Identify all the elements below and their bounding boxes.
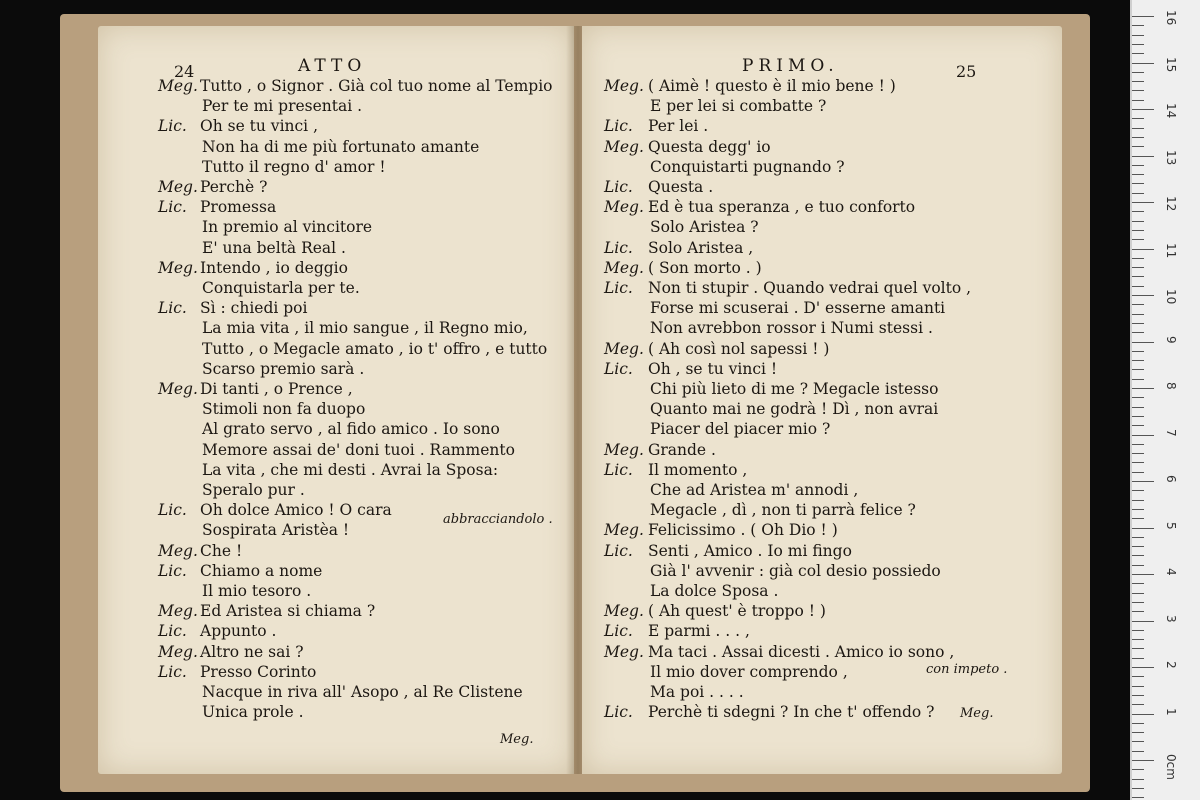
verse-line: Oh se tu vinci , (200, 117, 318, 136)
ruler-minor-tick (1132, 546, 1144, 547)
verse-line: La vita , che mi desti . Avrai la Sposa: (202, 460, 499, 479)
ruler-label: 6 (1164, 475, 1178, 483)
ruler-minor-tick (1132, 453, 1144, 454)
speaker-label: Lic. (158, 198, 187, 217)
ruler-minor-tick (1132, 407, 1144, 408)
verse-line: Unica prole . (202, 703, 304, 722)
verse-line: Non ti stupir . Quando vedrai quel volto , (648, 279, 972, 297)
page-number-right: 25 (956, 62, 977, 81)
speaker-label: Lic. (604, 622, 633, 641)
right-page (582, 26, 1062, 774)
verse-line: Megacle , dì , non ti parrà felice ? (650, 501, 916, 520)
ruler-minor-tick (1132, 686, 1144, 687)
ruler-major-tick (1132, 760, 1154, 761)
ruler-minor-tick (1132, 397, 1144, 398)
ruler-major-tick (1132, 156, 1154, 157)
ruler-minor-tick (1132, 593, 1144, 594)
speaker-label: Meg. (604, 602, 644, 621)
ruler-minor-tick (1132, 304, 1144, 305)
verse-line: Ed Aristea si chiama ? (200, 602, 376, 621)
verse-line: Questa degg' io (648, 137, 771, 156)
ruler-label: 4 (1164, 568, 1178, 576)
catchword-right: Meg. (960, 706, 994, 721)
ruler-label: 12 (1164, 196, 1178, 212)
verse-line: Senti , Amico . Io mi fingo (648, 541, 852, 560)
verse-line: Ma poi . . . . (650, 683, 744, 701)
speaker-label: Lic. (158, 662, 187, 681)
speaker-label: Lic. (158, 501, 187, 520)
speaker-label: Lic. (604, 238, 633, 257)
ruler-major-tick (1132, 574, 1154, 575)
speaker-label: Meg. (604, 137, 644, 156)
verse-line: Perchè ti sdegni ? In che t' offendo ? (648, 703, 935, 722)
verse-line: Altro ne sai ? (200, 642, 304, 661)
verse-line: Tutto il regno d' amor ! (202, 157, 386, 176)
verse-line: Al grato servo , al fido amico . Io sono (202, 420, 500, 439)
ruler-major-tick (1132, 528, 1154, 529)
verse-line: Nacque in riva all' Asopo , al Re Clistene (202, 683, 523, 701)
speaker-label: Meg. (604, 258, 644, 277)
speaker-label: Meg. (604, 339, 644, 358)
verse-line: Per te mi presentai . (202, 97, 363, 116)
ruler-label: 0cm (1164, 754, 1178, 780)
verse-line: Piacer del piacer mio ? (650, 420, 831, 439)
verse-line: In premio al vincitore (202, 218, 373, 237)
ruler-minor-tick (1132, 779, 1144, 780)
ruler-minor-tick (1132, 25, 1144, 26)
speaker-label: Lic. (604, 541, 633, 560)
ruler-minor-tick (1132, 658, 1144, 659)
ruler-minor-tick (1132, 351, 1144, 352)
ruler-minor-tick (1132, 723, 1144, 724)
ruler-minor-tick (1132, 769, 1144, 770)
verse-line: ( Ah quest' è troppo ! ) (648, 602, 826, 621)
ruler-minor-tick (1132, 323, 1144, 324)
ruler-major-tick (1132, 202, 1154, 203)
verse-line: Che ad Aristea m' annodi , (650, 481, 859, 499)
verse-line: ( Aimè ! questo è il mio bene ! ) (648, 77, 896, 95)
speaker-label: Meg. (158, 178, 198, 196)
verse-line: Felicissimo . ( Oh Dio ! ) (648, 521, 838, 540)
ruler-minor-tick (1132, 602, 1144, 603)
speaker-label: Meg. (158, 258, 198, 277)
ruler-label: 13 (1164, 149, 1178, 165)
verse-line: Solo Aristea ? (650, 218, 759, 237)
ruler-minor-tick (1132, 230, 1144, 231)
ruler-minor-tick (1132, 118, 1144, 119)
ruler-minor-tick (1132, 509, 1144, 510)
ruler-minor-tick (1132, 425, 1144, 426)
verse-line: Speralo pur . (202, 481, 305, 499)
verse-line: La mia vita , il mio sangue , il Regno mio, (202, 319, 528, 338)
ruler-minor-tick (1132, 751, 1144, 752)
verse-line: Ed è tua speranza , e tuo conforto (648, 198, 916, 217)
verse-line: Sospirata Aristèa ! (202, 521, 350, 540)
ruler-minor-tick (1132, 360, 1144, 361)
verse-line: Il momento , (648, 460, 748, 479)
speaker-label: Meg. (604, 198, 644, 217)
verse-line: E' una beltà Real . (202, 238, 346, 257)
speaker-label: Meg. (604, 521, 644, 540)
speaker-label: Lic. (604, 279, 633, 297)
ruler-minor-tick (1132, 788, 1144, 789)
ruler-minor-tick (1132, 676, 1144, 677)
speaker-label: Lic. (158, 561, 187, 580)
ruler-minor-tick (1132, 444, 1144, 445)
verse-line: Scarso premio sarà . (202, 359, 365, 378)
ruler-minor-tick (1132, 704, 1144, 705)
ruler-minor-tick (1132, 639, 1144, 640)
ruler-minor-tick (1132, 193, 1144, 194)
verse-line: ( Ah così nol sapessi ! ) (648, 339, 830, 358)
verse-line: Ma taci . Assai dicesti . Amico io sono , (648, 642, 955, 661)
ruler-minor-tick (1132, 797, 1144, 798)
ruler-major-tick (1132, 295, 1154, 296)
ruler-minor-tick (1132, 258, 1144, 259)
speaker-label: Meg. (158, 77, 198, 95)
ruler-minor-tick (1132, 165, 1144, 166)
ruler-minor-tick (1132, 583, 1144, 584)
ruler-minor-tick (1132, 472, 1144, 473)
ruler-minor-tick (1132, 611, 1144, 612)
speaker-label: Meg. (158, 602, 198, 621)
ruler-minor-tick (1132, 35, 1144, 36)
ruler-label: 15 (1164, 56, 1178, 72)
ruler-minor-tick (1132, 72, 1144, 73)
running-header-right: PRIMO. (742, 56, 839, 76)
verse-line: Sì : chiedi poi (200, 299, 308, 318)
ruler-major-tick (1132, 16, 1154, 17)
ruler-major-tick (1132, 249, 1154, 250)
ruler-major-tick (1132, 621, 1154, 622)
ruler-label: 3 (1164, 614, 1178, 623)
speaker-label: Lic. (604, 178, 633, 196)
verse-line: Per lei . (648, 117, 709, 136)
ruler-label: 8 (1164, 382, 1178, 390)
verse-line: Chiamo a nome (200, 561, 323, 580)
verse-line: Il mio tesoro . (202, 582, 312, 600)
speaker-label: Lic. (158, 299, 187, 318)
speaker-label: Lic. (604, 359, 633, 378)
ruler-minor-tick (1132, 239, 1144, 240)
page-number-left: 24 (174, 62, 195, 81)
verse-line: Appunto . (200, 622, 277, 641)
ruler-label: 7 (1164, 428, 1178, 437)
ruler-major-tick (1132, 481, 1154, 482)
ruler-label: 11 (1164, 242, 1178, 258)
ruler-minor-tick (1132, 537, 1144, 538)
ruler-minor-tick (1132, 276, 1144, 277)
verse-line: Presso Corinto (200, 662, 317, 681)
verse-line: ( Son morto . ) (648, 258, 762, 277)
ruler-major-tick (1132, 63, 1154, 64)
ruler-minor-tick (1132, 462, 1144, 463)
speaker-label: Meg. (158, 380, 198, 398)
ruler-minor-tick (1132, 332, 1144, 333)
verse-line: E parmi . . . , (648, 622, 750, 641)
verse-line: Oh dolce Amico ! O cara (200, 501, 392, 520)
ruler-minor-tick (1132, 100, 1144, 101)
ruler-minor-tick (1132, 379, 1144, 380)
speaker-label: Lic. (604, 703, 633, 722)
ruler-minor-tick (1132, 500, 1144, 501)
ruler-minor-tick (1132, 44, 1144, 45)
ruler-major-tick (1132, 109, 1154, 110)
ruler-minor-tick (1132, 695, 1144, 696)
ruler-minor-tick (1132, 741, 1144, 742)
verse-line: Oh , se tu vinci ! (648, 359, 778, 378)
ruler-major-tick (1132, 388, 1154, 389)
ruler-label: 14 (1164, 103, 1178, 119)
ruler-minor-tick (1132, 416, 1144, 417)
speaker-label: Meg. (158, 642, 198, 661)
ruler-major-tick (1132, 714, 1154, 715)
speaker-label: Lic. (604, 460, 633, 479)
ruler-minor-tick (1132, 648, 1144, 649)
ruler-minor-tick (1132, 81, 1144, 82)
verse-line: Solo Aristea , (648, 238, 754, 257)
ruler-minor-tick (1132, 286, 1144, 287)
ruler-minor-tick (1132, 490, 1144, 491)
verse-line: Tutto , o Megacle amato , io t' offro , e tutto (202, 339, 548, 358)
speaker-label: Meg. (604, 440, 644, 459)
verse-line: Memore assai de' doni tuoi . Rammento (202, 440, 515, 459)
ruler-label: 1 (1164, 707, 1178, 716)
speaker-label: Meg. (158, 541, 198, 560)
verse-line: Non avrebbon rossor i Numi stessi . (650, 319, 933, 338)
speaker-label: Meg. (604, 642, 644, 661)
speaker-label: Lic. (158, 117, 187, 136)
ruler-minor-tick (1132, 211, 1144, 212)
ruler-major-tick (1132, 342, 1154, 343)
ruler-minor-tick (1132, 221, 1144, 222)
speaker-label: Meg. (604, 77, 644, 95)
ruler-major-tick (1132, 667, 1154, 668)
verse-line: Grande . (648, 440, 716, 459)
verse-line: Conquistarti pugnando ? (650, 157, 845, 176)
ruler-minor-tick (1132, 314, 1144, 315)
ruler-label: 2 (1164, 661, 1178, 669)
stage-direction-right: con impeto . (926, 662, 1008, 677)
ruler-minor-tick (1132, 369, 1144, 370)
ruler-minor-tick (1132, 183, 1144, 184)
verse-line: Promessa (200, 198, 277, 217)
speaker-label: Lic. (158, 622, 187, 641)
ruler-minor-tick (1132, 137, 1144, 138)
verse-line: Già l' avvenir : già col desio possiedo (650, 561, 941, 580)
verse-line: Tutto , o Signor . Già col tuo nome al Tempio (200, 77, 553, 95)
measuring-ruler (1130, 0, 1200, 800)
ruler-minor-tick (1132, 565, 1144, 566)
verse-line: La dolce Sposa . (650, 582, 779, 600)
ruler-minor-tick (1132, 53, 1144, 54)
stage-direction-left: abbracciandolo . (443, 512, 553, 527)
verse-line: Non ha di me più fortunato amante (202, 137, 480, 156)
ruler-minor-tick (1132, 267, 1144, 268)
ruler-minor-tick (1132, 555, 1144, 556)
ruler-minor-tick (1132, 90, 1144, 91)
ruler-minor-tick (1132, 146, 1144, 147)
ruler-minor-tick (1132, 518, 1144, 519)
left-page (98, 26, 574, 774)
verse-line: Quanto mai ne godrà ! Dì , non avrai (650, 400, 939, 419)
running-header-left: ATTO (298, 56, 367, 76)
ruler-label: 9 (1164, 335, 1178, 344)
verse-line: E per lei si combatte ? (650, 97, 827, 116)
verse-line: Che ! (200, 541, 243, 560)
catchword-left: Meg. (500, 732, 534, 747)
ruler-minor-tick (1132, 174, 1144, 175)
verse-line: Questa . (648, 178, 714, 196)
verse-line: Di tanti , o Prence , (200, 380, 353, 398)
ruler-minor-tick (1132, 630, 1144, 631)
ruler-minor-tick (1132, 732, 1144, 733)
verse-line: Chi più lieto di me ? Megacle istesso (650, 380, 939, 398)
ruler-label: 10 (1164, 289, 1178, 305)
verse-line: Perchè ? (200, 178, 268, 196)
ruler-major-tick (1132, 435, 1154, 436)
ruler-label: 16 (1164, 10, 1178, 26)
verse-line: Forse mi scuserai . D' esserne amanti (650, 299, 946, 318)
ruler-label: 5 (1164, 521, 1178, 530)
verse-line: Intendo , io deggio (200, 258, 348, 277)
verse-line: Conquistarla per te. (202, 279, 360, 297)
ruler-minor-tick (1132, 128, 1144, 129)
speaker-label: Lic. (604, 117, 633, 136)
verse-line: Il mio dover comprendo , (650, 662, 848, 681)
verse-line: Stimoli non fa duopo (202, 400, 366, 419)
